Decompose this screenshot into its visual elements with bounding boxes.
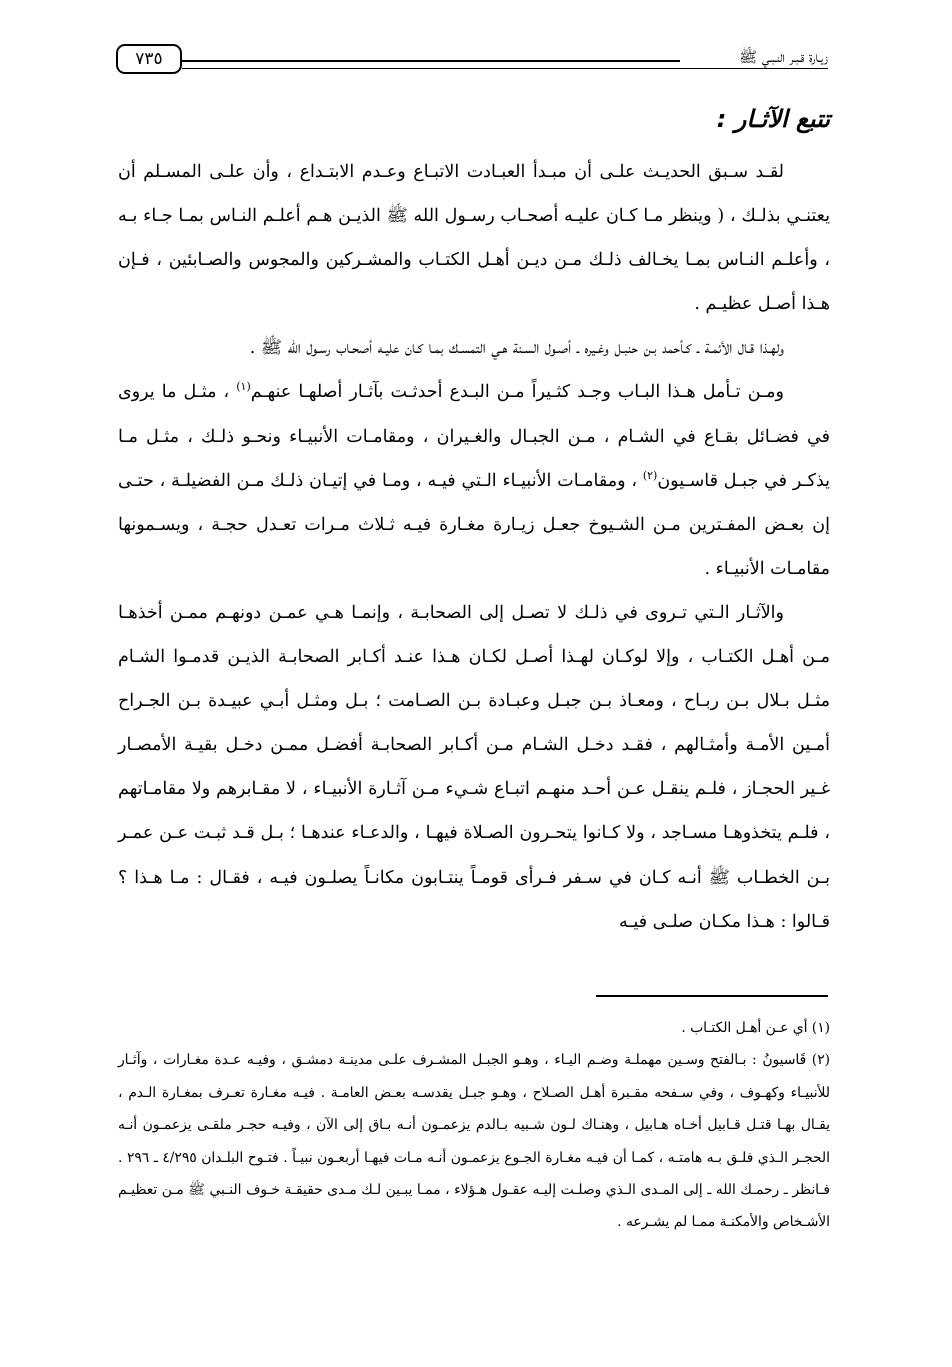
footnote-text: أي عـن أهـل الكتـاب . <box>681 1020 808 1036</box>
header-rule <box>182 68 828 69</box>
paragraph-text: ومـن تـأمل هـذا البـاب وجـد كثـيراً مـن البـدع أحدثـت بآثـار أصلهـا عنهـم <box>250 382 784 403</box>
footnote-text: قَاسيونُ : بـالفتح وسـين مهملـة وضـم اليـاء ، وهـو الجبـل المشـرف علـى مدينـة دمشـق ، وفيـه عـدة مغـارات ، وآثـار للأنبيـاء وكهـوف ، وفي سـفحه مقـبرة أهـل الصـلاح ، وهـو جبـل يقدسـه بعـض العامـة . فيـه مغـارة تعـرف بمغـارة الـدم ، يقـال بهـا قتـل قـابيل أخـاه هـابيل ، وهنـاك لـون شـبيه بـالدم يزعمـون أنـه بـاق إلى الآن ، وفيـه حجـر ملقـى يزعمـون أنـه الحجـر الـذي فلـق بـه هامتـه ، كمـا أن فيـه مغـارة الجـوع يزعمـون أنـه مـات فيهـا أربعـون نبيـاً . فتـوح البلـدان ٤/٢٩٥ ـ ٢٩٦ . فـانظر ـ رحمـك الله ـ إلى المـدى الـذي وصلـت إليـه عقـول هـؤلاء ، ممـا يبـين لـك مـدى حقيقـة خـوف النـبي ﷺ مـن تعظيـم الأشـخاص والأمكنـة ممـا لم يشـرعه . <box>118 1052 830 1231</box>
running-title: زيـارة قـبـر النـبـي ﷺ <box>738 48 828 66</box>
footnote-ref-2[interactable]: (٢) <box>642 468 658 482</box>
section-title: تتبع الآثـار : <box>716 105 830 133</box>
running-header <box>116 44 828 78</box>
paragraph <box>118 370 830 590</box>
paragraph-text: ، ومقامـات الأنبيـاء الـتي فيـه ، ومـا في إتيـان ذلـك مـن الفضيلـة ، حتـى إن بعـض المفـترين مـن الشـيوخ جعـل زيـارة مغـارة فيـه ثـلاث مـرات تعـدل حجـة ، ويسـمونها مقامـات الأنبيـاء . <box>118 470 830 579</box>
footnote-marker: (١) <box>811 1020 830 1036</box>
page-number-text: ٧٣٥ <box>135 49 163 69</box>
footnote-1 <box>118 1012 830 1044</box>
header-rule <box>182 60 680 62</box>
paragraph-text: ، مثـل <box>183 382 230 403</box>
footnote-marker: (٢) <box>811 1052 830 1069</box>
footnote-ref-1[interactable]: (١) <box>236 380 251 394</box>
footnote-separator <box>596 995 828 997</box>
paragraph-text: ما يروى في فضـائل بقـاع في الشـام ، مـن الجبـال والغـيران ، ومقامـات الأنبيـاء ونحـو ذلـك ، مثـل مـا يذكـر في جبـل قاسـيون <box>118 382 830 491</box>
footnote-2 <box>118 1044 830 1238</box>
body-text <box>118 150 830 944</box>
footnotes <box>118 1012 830 1239</box>
paragraph: ولهـذا قـال الأئمـة ـ كـأحمد بـن حنبـل وغـيره ـ أصـول السـنة هـي التمسـك بمـا كـان عليـه أصحـاب رسـول الله ﷺ . <box>249 338 784 359</box>
page-number <box>116 44 182 74</box>
paragraph: لقـد سـبق الحديـث علـى أن مبـدأ العبـادت الاتبـاع وعـدم الابتـداع ، وأن علـى المسـلم أن يعتنـي بذلـك ، ( وينظر مـا كـان عليـه أصحـاب رسـول الله ﷺ الذيـن هـم أعلـم النـاس بمـا جـاء بـه ، وأعلـم النـاس بمـا يخـالف ذلـك مـن ديـن أهـل الكتـاب والمشـركين والمجوس والصـابئين ، فـإن هـذا أصـل عظيـم . <box>118 162 830 315</box>
paragraph: والآثـار الـتي تـروى في ذلـك لا تصـل إلى الصحابـة ، وإنمـا هـي عمـن دونهـم ممـن أخذهـا مـن أهـل الكتـاب ، وإلا لوكـان لهـذا أصـل لكـان هـذا عنـد أكـابر الصحابـة الذيـن قدمـوا الشـام مثـل بـلال بـن ربـاح ، ومعـاذ بـن جبـل وعبـادة بـن الصـامت ؛ بـل ومثـل أبـي عبيـدة بـن الجـراح أمـين الأمـة وأمثـالهم ، فقـد دخـل الشـام مـن أكـابر الصحابـة أفضـل ممـن دخـل بقيـة الأمصـار غـير الحجـاز ، فلـم ينقـل عـن أحـد منهـم اتبـاع شـيء مـن آثـارة الأنبيـاء ، لا مقـابرهم ولا مقامـاتهم ، فلـم يتخذوهـا مسـاجد ، ولا كـانوا يتحـرون الصـلاة فيهـا ، والدعـاء عندهـا ؛ بـل قـد ثبـت عـن عمـر بـن الخطـاب ﷺ أنـه كـان في سـفر فـرأى قومـاً ينتـابون مكانـاً يصلـون فيـه ، فقـال : مـا هـذا ؟ قـالوا : هـذا مكـان صلـى فيـه <box>118 602 830 932</box>
